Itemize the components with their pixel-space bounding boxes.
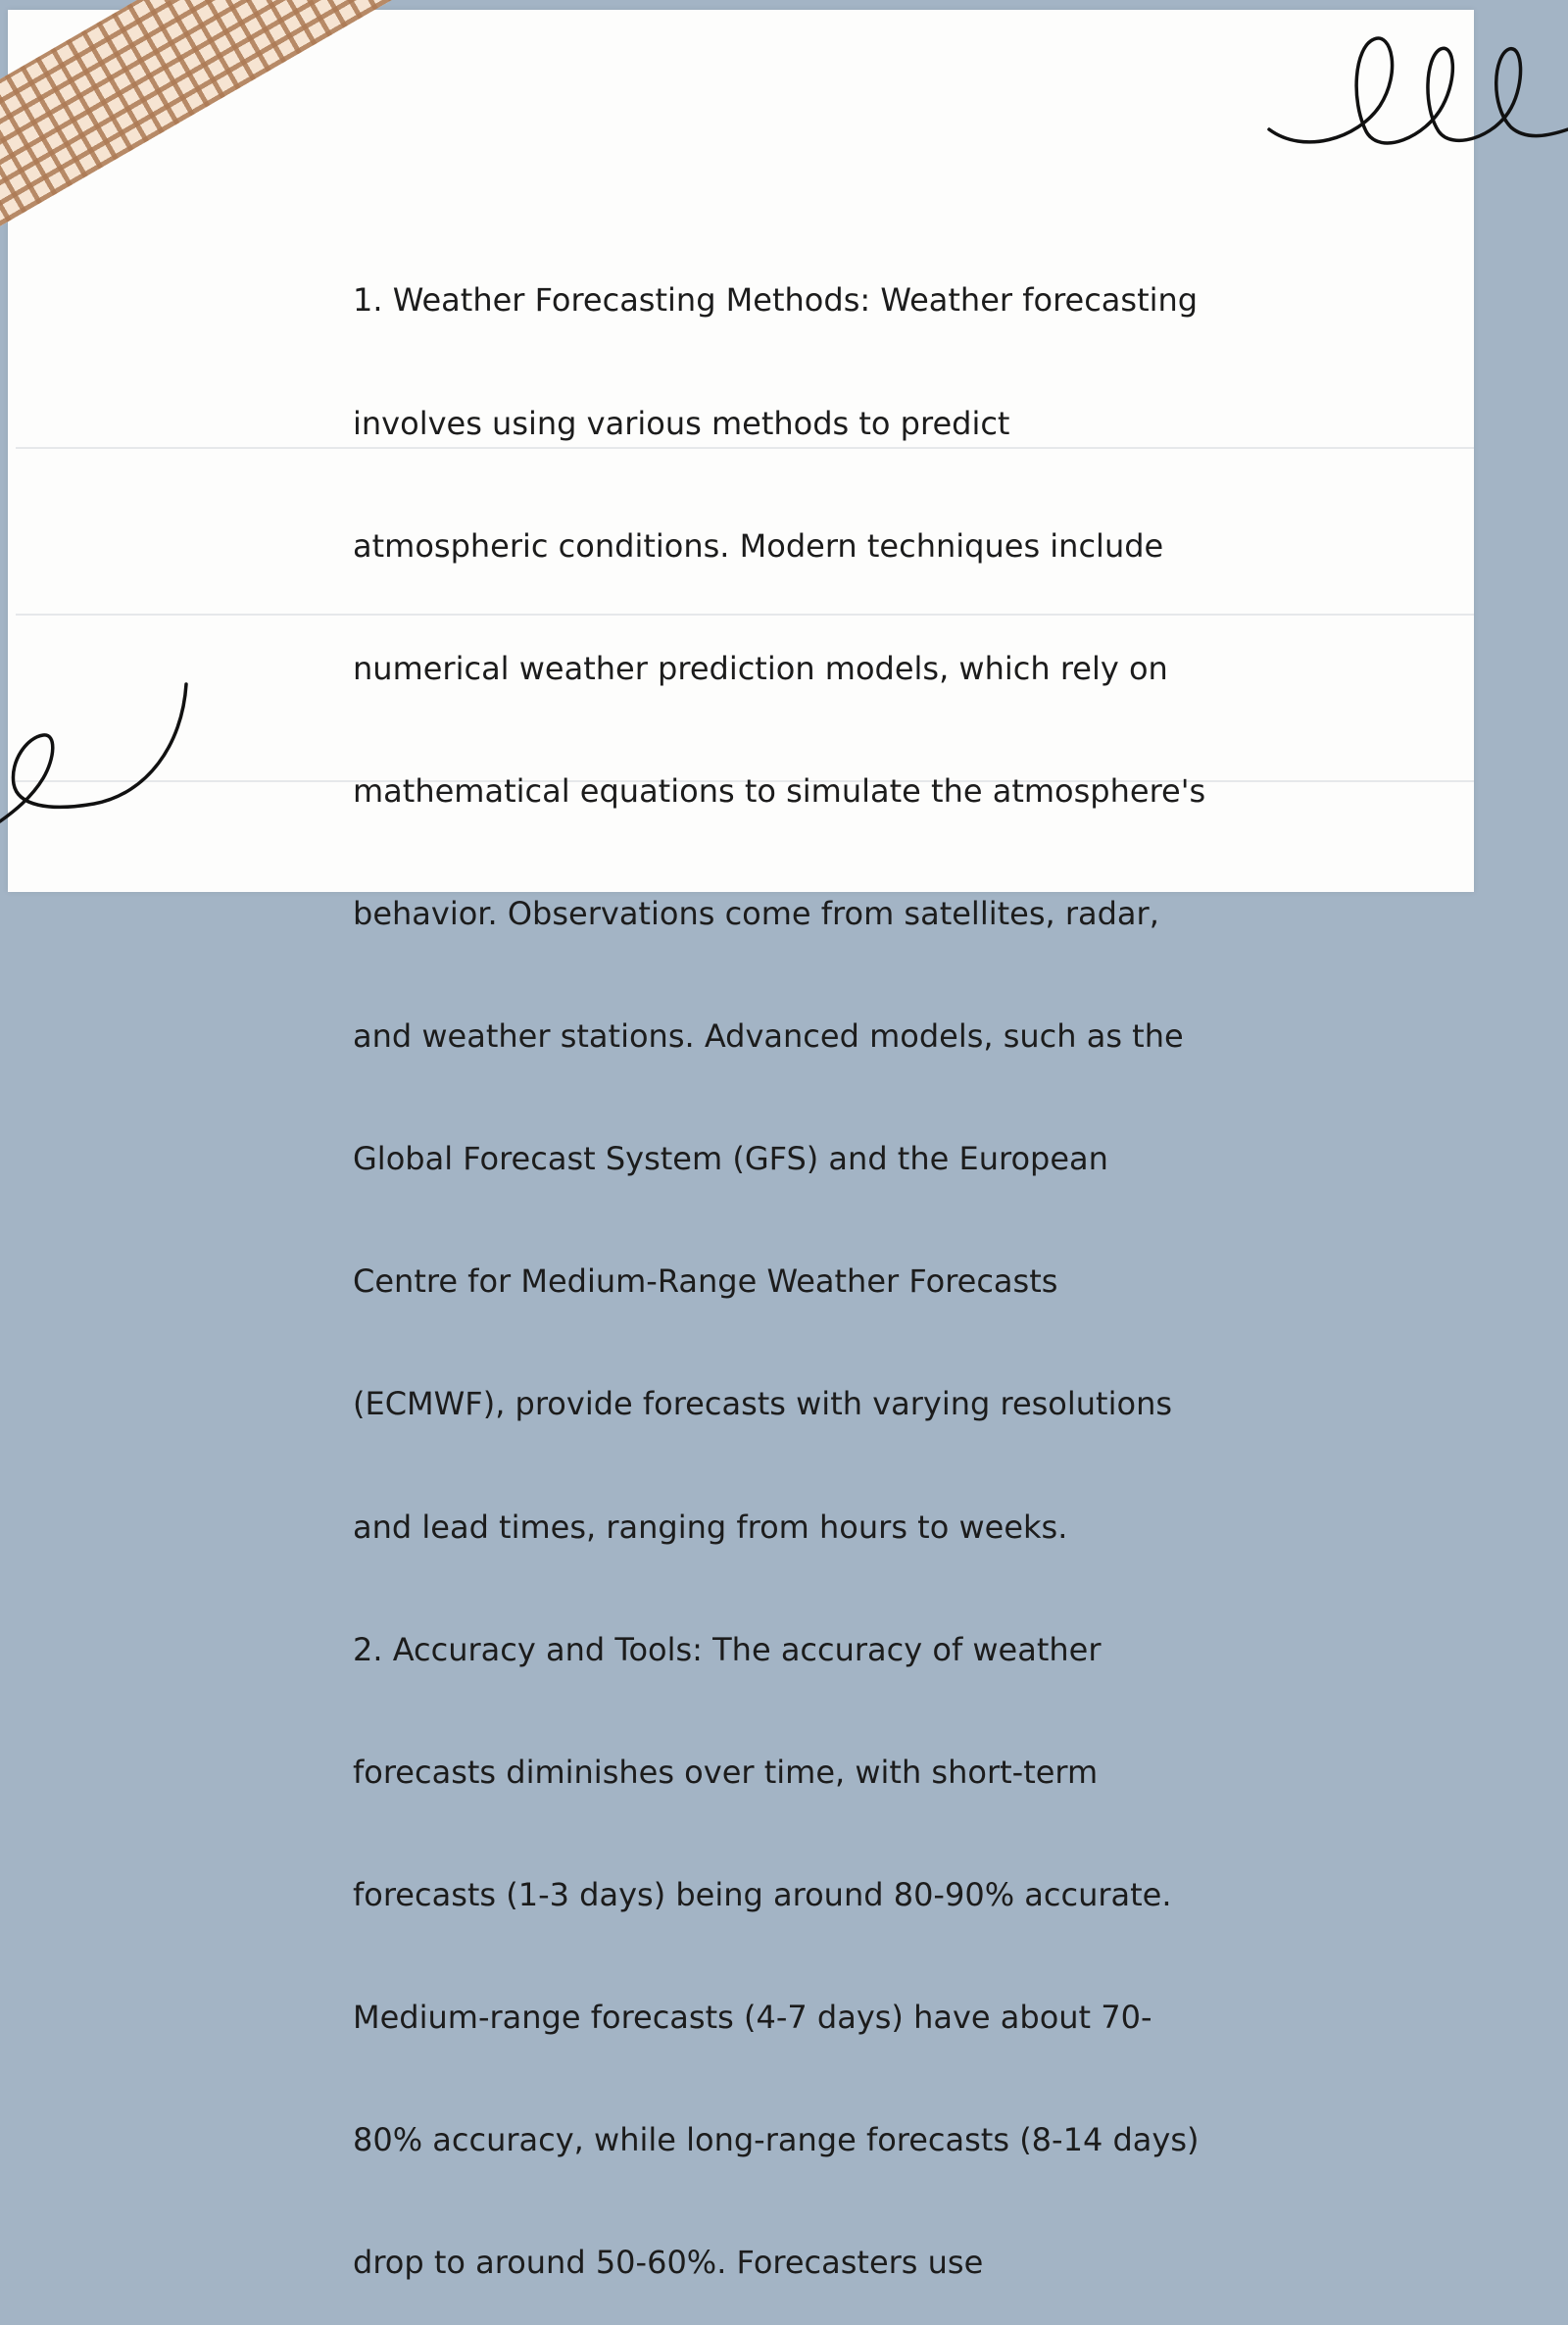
text-line: (ECMWF), provide forecasts with varying resolutions xyxy=(353,1385,1173,1423)
text-line: mathematical equations to simulate the atmosphere's xyxy=(353,771,1206,810)
text-line: forecasts diminishes over time, with short-term xyxy=(353,1753,1099,1791)
text-line: behavior. Observations come from satellites, radar, xyxy=(353,894,1159,932)
text-line: 2. Accuracy and Tools: The accuracy of weather xyxy=(353,1630,1102,1668)
text-line: 80% accuracy, while long-range forecasts (8-14 days) xyxy=(353,2121,1200,2159)
text-line: and lead times, ranging from hours to weeks. xyxy=(353,1508,1068,1546)
text-line: atmospheric conditions. Modern techniques include xyxy=(353,526,1164,565)
text-line: Global Forecast System (GFS) and the European xyxy=(353,1140,1108,1178)
body-text xyxy=(353,199,1235,2325)
text-line: numerical weather prediction models, which rely on xyxy=(353,649,1168,687)
text-line: Medium-range forecasts (4-7 days) have about 70- xyxy=(353,1998,1152,2036)
text-line: Centre for Medium-Range Weather Forecasts xyxy=(353,1262,1058,1301)
text-line: drop to around 50-60%. Forecasters use xyxy=(353,2244,984,2282)
text-line: 1. Weather Forecasting Methods: Weather forecasting xyxy=(353,281,1199,320)
text-line: and weather stations. Advanced models, such as the xyxy=(353,1017,1184,1056)
text-line: forecasts (1-3 days) being around 80-90% accurate. xyxy=(353,1875,1172,1913)
text-line: involves using various methods to predict xyxy=(353,404,1010,442)
